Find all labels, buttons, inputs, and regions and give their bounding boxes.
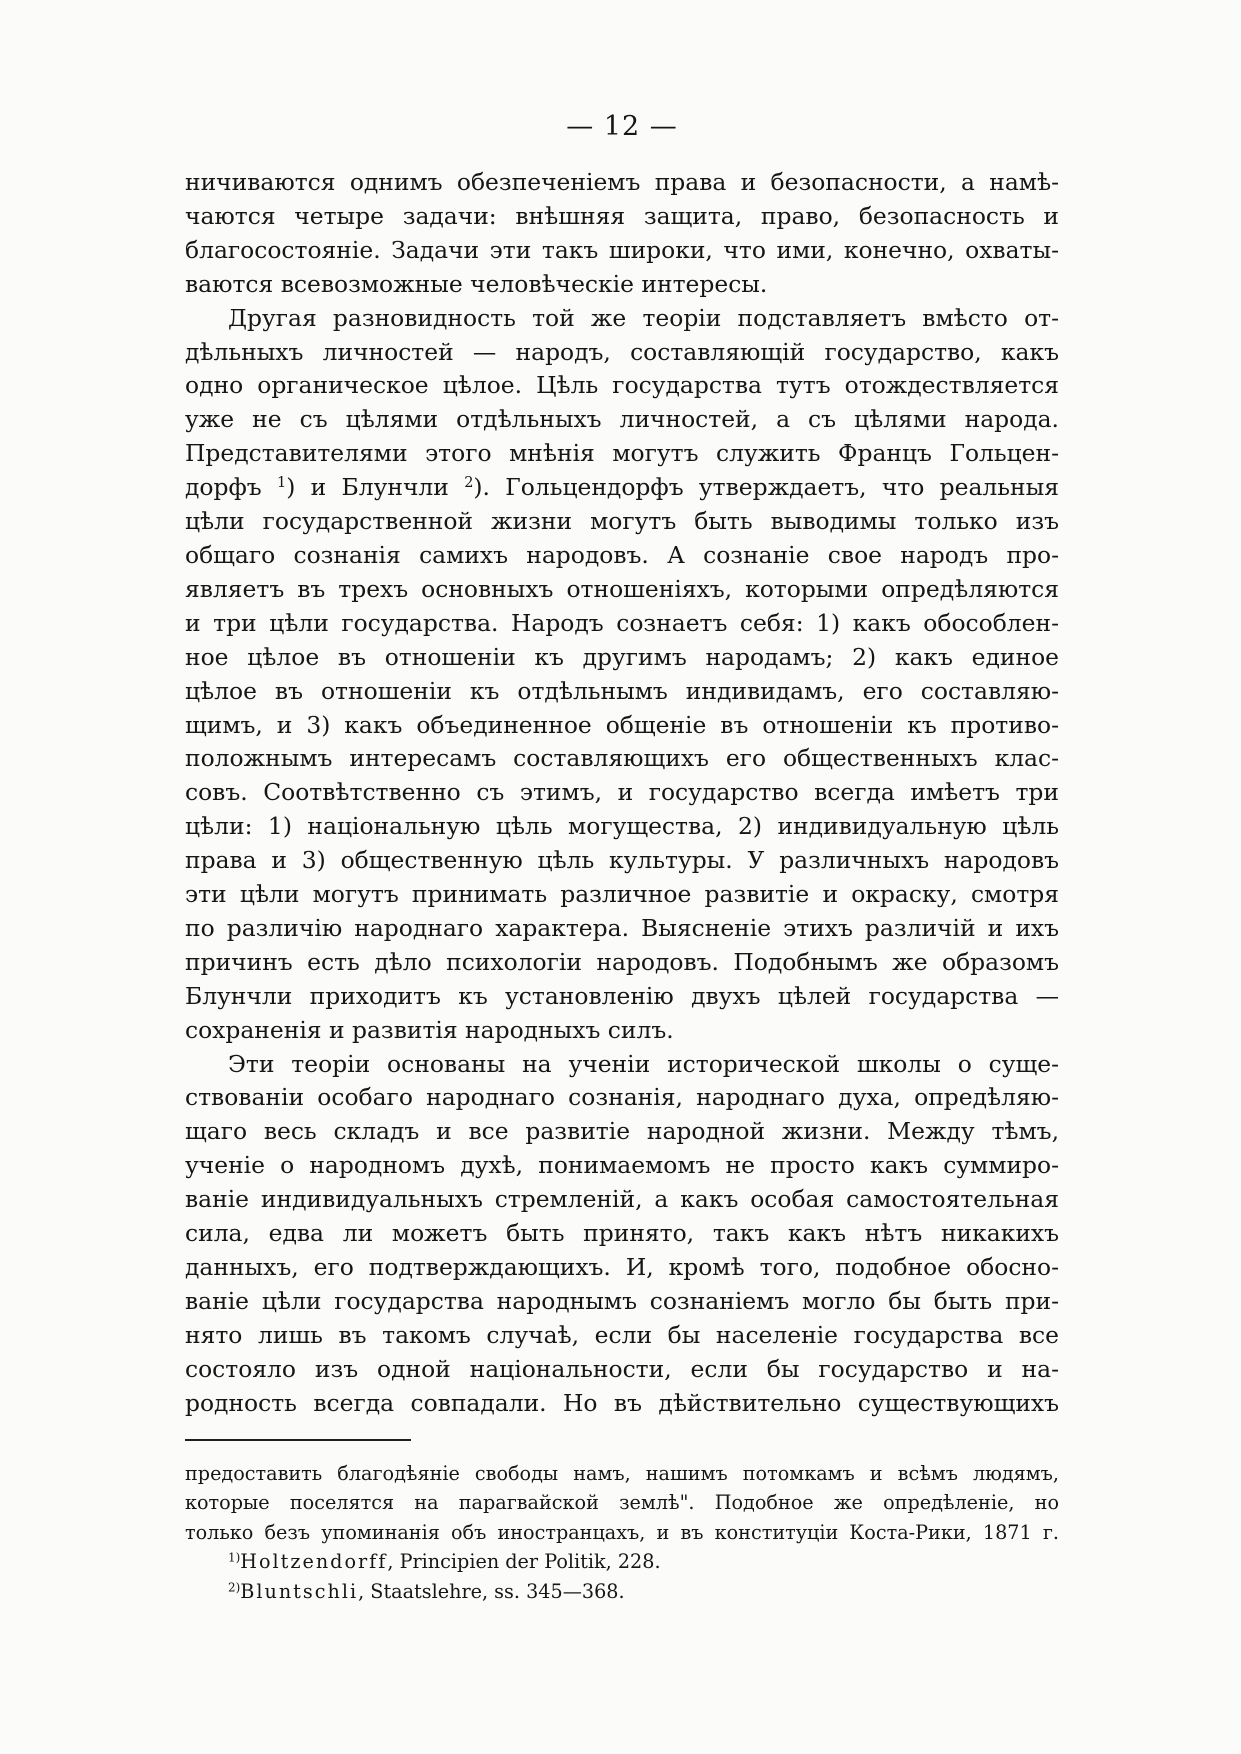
footnote-line: которые поселятся на парагвайской землѣ". Подобное же опредѣленіе, но	[185, 1491, 1059, 1515]
text-line: щимъ, и 3) какъ объединенное общеніе въ отношеніи къ противо-	[185, 710, 1059, 739]
text-line: нято лишь въ такомъ случаѣ, если бы населеніе государства все	[185, 1320, 1059, 1349]
footnote-separator	[185, 1439, 411, 1441]
footnote-1	[185, 1547, 1059, 1577]
text-line: цѣли: 1) національную цѣль могущества, 2) индивидуальную цѣль	[185, 812, 1059, 841]
text-line: ствованіи особаго народнаго сознанія, народнаго духа, опредѣляю-	[185, 1083, 1059, 1112]
text-line: ваніе цѣли государства народнымъ сознаніемъ могло бы быть при-	[185, 1286, 1059, 1315]
text-line: Представителями этого мнѣнія могутъ служить Францъ Гольцен-	[185, 439, 1059, 468]
text-line: ученіе о народномъ духѣ, понимаемомъ не просто какъ суммиро-	[185, 1151, 1059, 1180]
text-line: данныхъ, его подтверждающихъ. И, кромѣ того, подобное обосно-	[185, 1253, 1059, 1281]
text-line-with-footnote-refs	[185, 471, 1059, 505]
text-line: причинъ есть дѣло психологіи народовъ. Подобнымъ же образомъ	[185, 947, 1059, 976]
text-line: цѣли государственной жизни могутъ быть выводимы только изъ	[185, 507, 1059, 536]
text-line: права и 3) общественную цѣль культуры. У различныхъ народовъ	[185, 846, 1059, 875]
body-text	[185, 166, 1059, 1421]
footnote-1-author: Holtzendorff	[240, 1550, 388, 1574]
text-line: состояло изъ одной національности, если бы государство и на-	[185, 1354, 1059, 1383]
text-line: совъ. Соотвѣтственно съ этимъ, и государство всегда имѣетъ три	[185, 778, 1059, 807]
text-line: щаго весь складъ и все развитіе народной жизни. Между тѣмъ,	[185, 1117, 1059, 1146]
text-line: Эти теоріи основаны на ученіи исторической школы о суще-	[228, 1049, 1059, 1078]
text-line: дѣльныхъ личностей — народъ, составляющій государство, какъ	[185, 337, 1059, 366]
text-line: ваются всевозможные человѣческіе интересы.	[185, 269, 768, 298]
text-line: сила, едва ли можетъ быть принято, такъ какъ нѣтъ никакихъ	[185, 1219, 1059, 1248]
text-line: общаго сознанія самихъ народовъ. А сознаніе свое народъ про-	[185, 540, 1059, 569]
footnote-1-mark: 1)	[228, 1550, 241, 1565]
footnote-2-number: 2	[228, 1579, 236, 1594]
footnote-line: только безъ упоминанія объ иностранцахъ, и въ конституціи Коста-Рики, 1871 г.	[185, 1520, 1059, 1544]
text-line: по различію народнаго характера. Выясненіе этихъ различій и ихъ	[185, 913, 1059, 942]
footnote-2	[185, 1577, 1059, 1607]
text-line: являетъ въ трехъ основныхъ отношеніяхъ, которыми опредѣляются	[185, 574, 1059, 603]
footnote-1-number: 1	[228, 1550, 236, 1565]
text-line: ваніе индивидуальныхъ стремленій, а какъ особая самостоятельная	[185, 1185, 1059, 1214]
footnote-1-citation: , Principien der Politik, 228.	[387, 1550, 661, 1574]
footnote-2-author: Bluntschli	[240, 1579, 359, 1603]
text-fragment: дорфъ	[185, 473, 277, 502]
text-line: Блунчли приходитъ къ установленію двухъ цѣлей государства —	[185, 981, 1059, 1010]
footnote-ref-1: 1	[276, 475, 287, 492]
text-line: родность всегда совпадали. Но въ дѣйствительно существующихъ	[185, 1388, 1059, 1417]
document-page	[185, 110, 1059, 1606]
text-fragment: ) и Блунчли	[286, 473, 465, 502]
text-line: одно органическое цѣлое. Цѣль государства тутъ отождествляется	[185, 371, 1059, 400]
footnote-ref-2: 2	[464, 475, 474, 492]
text-line: Другая разновидность той же теоріи подставляетъ вмѣсто от-	[228, 303, 1059, 332]
page-number: — 12 —	[566, 111, 678, 142]
footnote-2-mark: 2)	[228, 1579, 241, 1594]
text-line: эти цѣли могутъ принимать различное развитіе и окраску, смотря	[185, 880, 1059, 909]
text-line: чаются четыре задачи: внѣшняя защита, право, безопасность и	[185, 201, 1059, 230]
text-line: сохраненія и развитія народныхъ силъ.	[185, 1015, 674, 1044]
footnote-2-citation: , Staatslehre, ss. 345—368.	[358, 1579, 625, 1603]
text-line: ничиваются однимъ обезпеченіемъ права и безопасности, а намѣ-	[185, 168, 1059, 196]
text-line: цѣлое въ отношеніи къ отдѣльнымъ индивидамъ, его составляю-	[185, 676, 1059, 705]
footnote-line: предоставить благодѣяніе свободы намъ, нашимъ потомкамъ и всѣмъ людямъ,	[185, 1461, 1059, 1485]
text-line: ное цѣлое въ отношеніи къ другимъ народамъ; 2) какъ единое	[185, 642, 1059, 671]
text-line: уже не съ цѣлями отдѣльныхъ личностей, а съ цѣлями народа.	[185, 405, 1059, 434]
text-line: положнымъ интересамъ составляющихъ его общественныхъ клас-	[185, 744, 1059, 773]
text-line: и три цѣли государства. Народъ сознаетъ себя: 1) какъ обособлен-	[185, 608, 1059, 637]
text-fragment: ). Гольцендорфъ утверждаетъ, что реальныя	[473, 473, 1059, 502]
text-line: благосостояніе. Задачи эти такъ широки, что ими, конечно, охваты-	[185, 235, 1059, 264]
footnotes	[185, 1459, 1059, 1607]
